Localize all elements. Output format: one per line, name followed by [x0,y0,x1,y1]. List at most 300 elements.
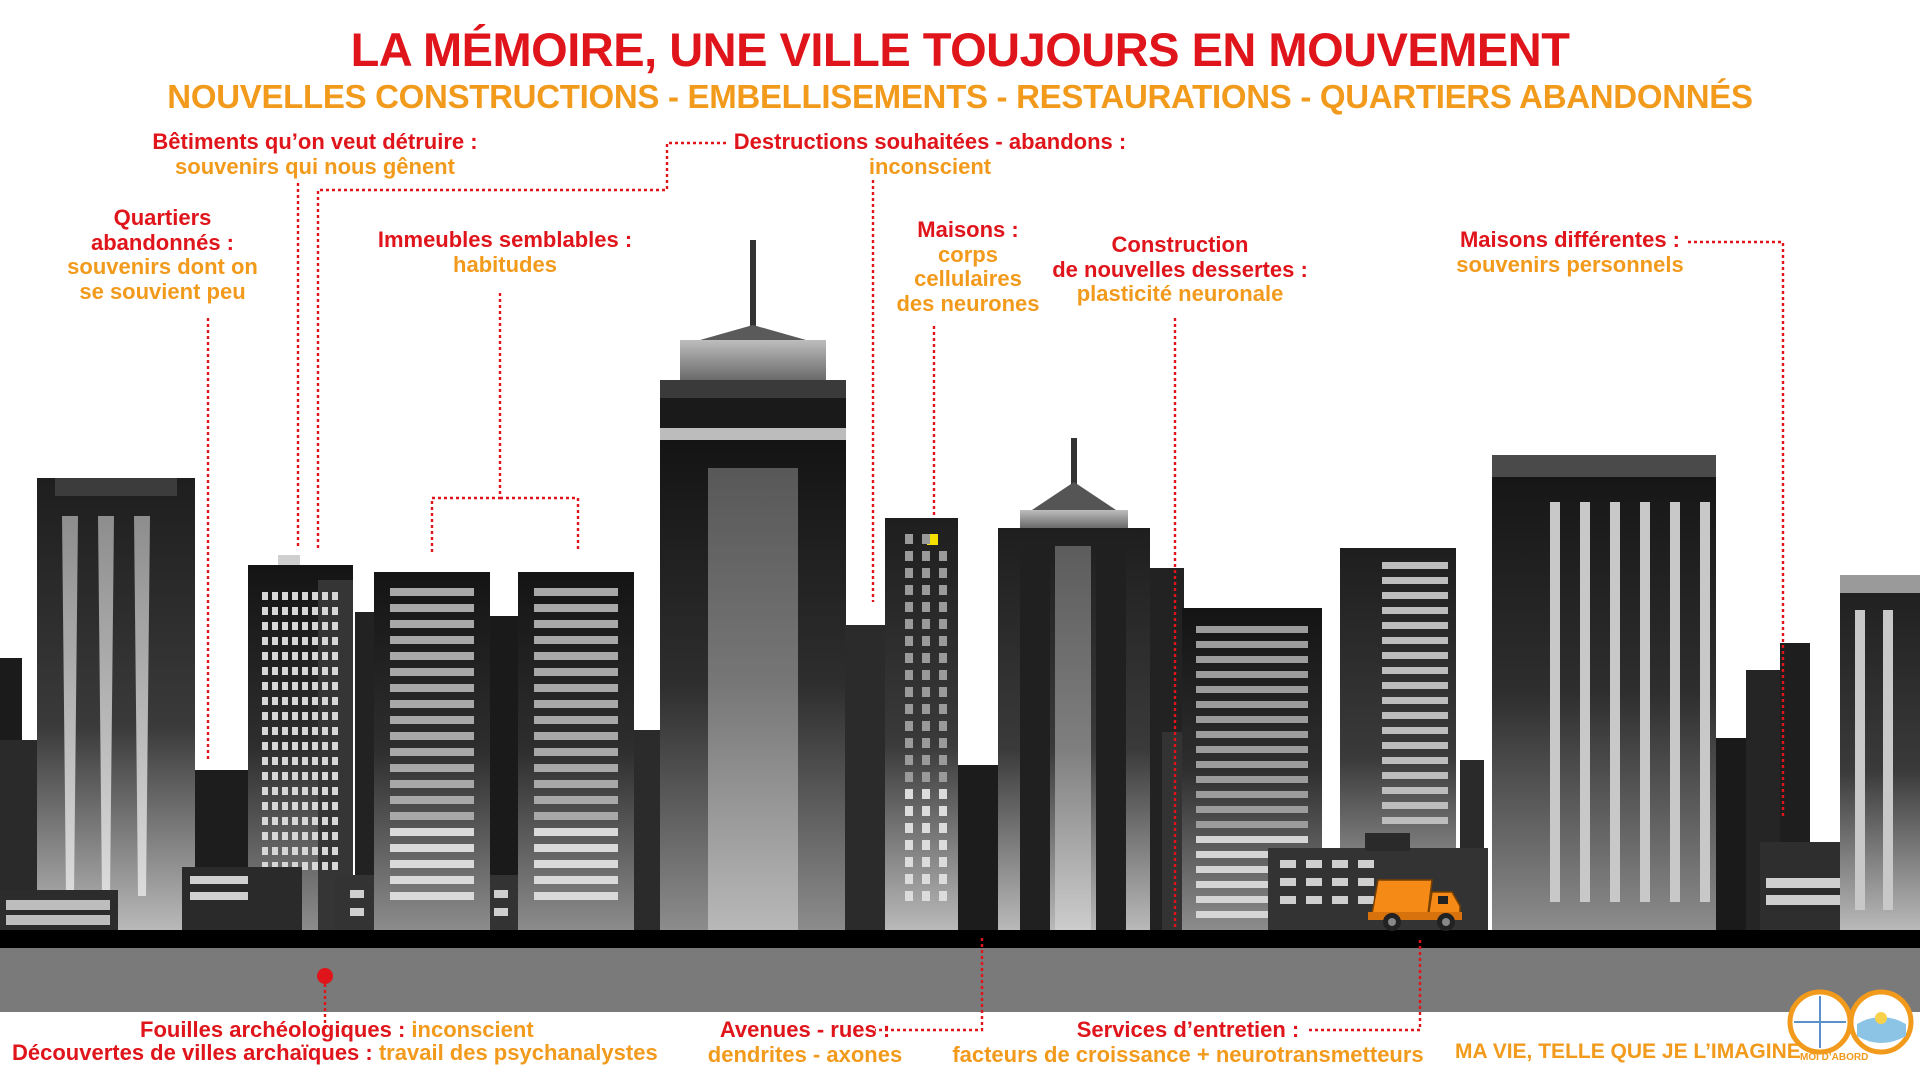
window [1280,860,1296,868]
window [322,862,328,870]
window [390,716,474,724]
window [322,622,328,630]
window [1382,607,1448,614]
window [292,817,298,825]
window [262,832,268,840]
window [1382,577,1448,584]
window [262,682,268,690]
window [534,876,618,884]
window [939,670,947,680]
window [1382,622,1448,629]
label-services-value: facteurs de croissance + neurotransmetteurs [952,1041,1424,1067]
window [1382,787,1448,794]
window [272,637,278,645]
window [534,588,618,596]
window [282,757,288,765]
window [332,742,338,750]
window [534,668,618,676]
excavation-marker [317,968,333,984]
window [905,755,913,765]
window [262,697,268,705]
window [302,742,308,750]
building-narrow-tower [885,518,958,930]
window [332,832,338,840]
window [922,772,930,782]
window [262,802,268,810]
window [534,620,618,628]
window [1196,791,1308,798]
window [1196,761,1308,768]
window [534,780,618,788]
window [939,755,947,765]
window [302,772,308,780]
label-quartiers-head2: abandonnés : [90,229,234,255]
window [1332,896,1348,904]
window [292,802,298,810]
window [312,787,318,795]
window [332,622,338,630]
window [302,847,308,855]
window [390,780,474,788]
window [905,602,913,612]
tagline: MA VIE, TELLE QUE JE L’IMAGINE [1455,1040,1801,1063]
window [1358,878,1374,886]
window [272,727,278,735]
window [332,682,338,690]
label-maisons-sub2: cellulaires [914,266,1022,292]
window [1382,757,1448,764]
window [322,682,328,690]
label-services [938,1018,1438,1067]
window [302,607,308,615]
window [905,823,913,833]
window [282,847,288,855]
window [905,857,913,867]
label-maisons-sub1: corps [938,241,998,267]
label-fouilles [140,1018,534,1042]
window [322,847,328,855]
window [322,832,328,840]
window [262,712,268,720]
window [332,697,338,705]
window [534,652,618,660]
window [390,828,474,836]
window [302,832,308,840]
window [282,727,288,735]
facade-stripe [1640,502,1650,902]
window [939,789,947,799]
window [1196,671,1308,678]
window [272,742,278,750]
label-destructions [720,130,1140,179]
window [1196,776,1308,783]
label-services-head: Services d’entretien : [1076,1017,1300,1042]
window [312,607,318,615]
window [332,757,338,765]
window [922,823,930,833]
label-differentes [1420,228,1720,277]
window [322,637,328,645]
window [282,772,288,780]
window [262,637,268,645]
window [312,847,318,855]
window [1382,637,1448,644]
window [332,592,338,600]
window [1382,592,1448,599]
label-differentes-head: Maisons différentes : [1459,227,1681,252]
window [262,772,268,780]
window [939,840,947,850]
window [272,667,278,675]
window [322,712,328,720]
window [939,738,947,748]
window [922,653,930,663]
window [292,787,298,795]
label-decouvertes [12,1041,658,1065]
label-differentes-sub: souvenirs personnels [1456,251,1684,277]
window [390,700,474,708]
window [302,637,308,645]
window [922,534,930,544]
window [939,806,947,816]
window [390,588,474,596]
label-avenues-head: Avenues - rues : [719,1017,891,1042]
window [390,684,474,692]
window [939,874,947,884]
window [1196,656,1308,663]
window [534,860,618,868]
facade-stripe [1550,502,1560,902]
window [272,832,278,840]
window [390,620,474,628]
window [939,619,947,629]
window [494,890,508,898]
window [282,622,288,630]
label-quartiers-sub2: se souvient peu [79,278,246,304]
window [322,697,328,705]
window [262,817,268,825]
window [939,653,947,663]
label-immeubles [350,228,660,277]
window [262,622,268,630]
window [272,652,278,660]
window [905,806,913,816]
window [922,721,930,731]
window [332,652,338,660]
window [292,667,298,675]
window [302,652,308,660]
window [312,592,318,600]
facade-stripe [1670,502,1680,902]
building-similar-a [374,572,490,930]
label-quartiers-head1: Quartiers [113,205,212,230]
building-far-right [1840,575,1920,930]
window [534,812,618,820]
window [390,892,474,900]
window [390,812,474,820]
window [922,789,930,799]
window [1196,626,1308,633]
facade-stripe [1700,502,1710,902]
facade-stripe [1855,610,1865,910]
window [302,862,308,870]
label-decouvertes-value: travail des psychanalystes [378,1040,658,1065]
window [939,772,947,782]
window [272,847,278,855]
facade-stripe [1580,502,1590,902]
label-maisons-head: Maisons : [917,217,1019,242]
window [312,622,318,630]
window [292,727,298,735]
window [262,652,268,660]
window [390,636,474,644]
label-avenues-value: dendrites - axones [707,1041,903,1067]
window [312,652,318,660]
label-destructions-head: Destructions souhaitées - abandons : [733,129,1127,154]
window [302,697,308,705]
window [905,534,913,544]
window [292,742,298,750]
window [922,891,930,901]
window [1196,641,1308,648]
window [390,668,474,676]
window [282,592,288,600]
window [262,847,268,855]
window [282,712,288,720]
window [312,682,318,690]
road [0,948,1920,1012]
window [272,802,278,810]
window [905,619,913,629]
label-construction-head1: Construction [1111,232,1249,257]
window [905,670,913,680]
window [922,755,930,765]
window [312,727,318,735]
window [322,592,328,600]
window [282,742,288,750]
window [262,667,268,675]
window [302,787,308,795]
window [1306,896,1322,904]
window [302,712,308,720]
window [1280,878,1296,886]
window [332,637,338,645]
window [1196,806,1308,813]
window [939,891,947,901]
window [1382,817,1448,824]
window [1196,686,1308,693]
facade-stripe [1883,610,1893,910]
window [292,757,298,765]
window [292,772,298,780]
window [272,697,278,705]
label-batiments [130,130,500,179]
window [1280,896,1296,904]
window [262,787,268,795]
window [262,727,268,735]
window [302,667,308,675]
window [905,891,913,901]
window [905,789,913,799]
window [534,716,618,724]
window [322,817,328,825]
street-line [0,930,1920,948]
window [272,712,278,720]
window [332,817,338,825]
window [312,712,318,720]
window [1358,860,1374,868]
window [322,802,328,810]
window [272,622,278,630]
window [282,652,288,660]
diagram-subtitle: NOUVELLES CONSTRUCTIONS - EMBELLISEMENTS - RESTAURATIONS - QUARTIERS ABANDONNÉS [167,78,1753,115]
window [1382,682,1448,689]
window [292,637,298,645]
facade-stripe [1610,502,1620,902]
window [292,652,298,660]
window [1196,746,1308,753]
window [1382,652,1448,659]
window [1358,896,1374,904]
window [282,817,288,825]
window [322,772,328,780]
window [292,607,298,615]
diagram-title: LA MÉMOIRE, UNE VILLE TOUJOURS EN MOUVEMENT [350,23,1570,76]
window [1382,772,1448,779]
window [1196,836,1308,843]
label-fouilles-value: inconscient [411,1017,534,1042]
label-construction [1030,233,1330,307]
window [322,727,328,735]
window [534,684,618,692]
window [922,704,930,714]
window [302,727,308,735]
window [332,802,338,810]
window [534,796,618,804]
window [939,585,947,595]
window [292,712,298,720]
window [262,592,268,600]
window [332,667,338,675]
window [312,817,318,825]
window [332,787,338,795]
window [322,667,328,675]
window [282,697,288,705]
window [1332,878,1348,886]
window [534,892,618,900]
window [939,636,947,646]
window [272,607,278,615]
window [312,667,318,675]
label-decouvertes-head: Découvertes de villes archaïques : [12,1040,373,1065]
window [534,748,618,756]
window [1196,701,1308,708]
label-construction-sub: plasticité neuronale [1076,281,1284,307]
window [922,551,930,561]
window [390,764,474,772]
window [1332,860,1348,868]
window [322,757,328,765]
window [1382,802,1448,809]
window [905,551,913,561]
window [905,874,913,884]
window [1382,742,1448,749]
window [922,738,930,748]
window [922,602,930,612]
window [390,732,474,740]
window [292,847,298,855]
label-fouilles-head: Fouilles archéologiques : [140,1017,406,1042]
window [534,844,618,852]
window [302,592,308,600]
label-immeubles-sub: habitudes [453,251,557,277]
window [1306,860,1322,868]
window [905,738,913,748]
window [922,840,930,850]
window [1382,697,1448,704]
window [282,787,288,795]
window [1196,716,1308,723]
window [312,802,318,810]
window [272,592,278,600]
label-construction-head2: de nouvelles dessertes : [1052,256,1308,282]
leader-immeubles-a [432,293,500,552]
label-avenues [690,1018,920,1067]
window [939,721,947,731]
building-crowned-tower [998,438,1150,930]
window [332,772,338,780]
window [922,568,930,578]
logo-text: MOI D’ABORD [1800,1052,1869,1063]
window [1382,712,1448,719]
window [312,772,318,780]
window [390,796,474,804]
window [922,857,930,867]
window [312,637,318,645]
window [939,568,947,578]
window [292,592,298,600]
window [534,604,618,612]
window [922,874,930,884]
window [302,802,308,810]
window [1196,731,1308,738]
window [292,682,298,690]
window [332,847,338,855]
window [494,908,508,916]
window [534,764,618,772]
window [905,653,913,663]
window [292,697,298,705]
window [262,757,268,765]
window [272,817,278,825]
label-immeubles-head: Immeubles semblables : [377,227,633,252]
window [922,636,930,646]
window [292,832,298,840]
window [905,704,913,714]
window [350,908,364,916]
window [939,602,947,612]
window [302,682,308,690]
window [939,687,947,697]
window [390,844,474,852]
window [905,721,913,731]
window [905,636,913,646]
window [905,585,913,595]
window [905,687,913,697]
window [282,667,288,675]
window [905,840,913,850]
window [282,802,288,810]
